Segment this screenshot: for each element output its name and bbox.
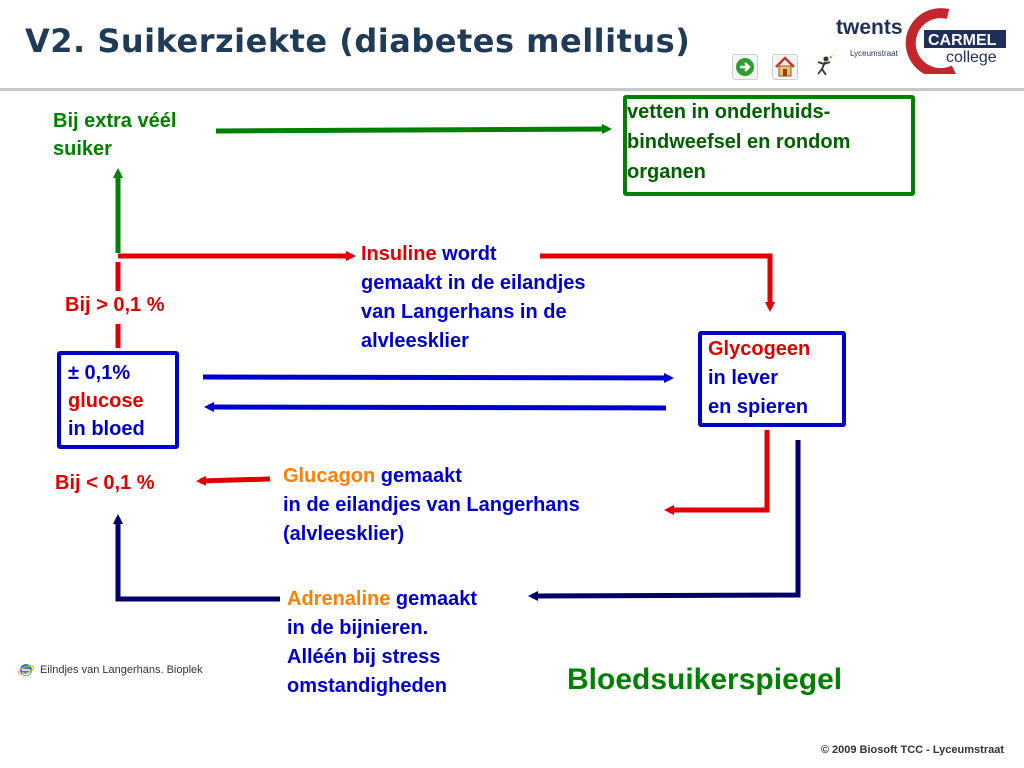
extra-sugar-line1: Bij extra véél [53,110,177,132]
svg-text:CARMEL: CARMEL [928,32,997,49]
glycogen-line3: en spieren [708,396,809,418]
glucagon-word2: gemaakt [375,465,462,487]
fat-line1: vetten in onderhuids- [627,101,831,123]
insulin-word2: wordt [436,243,497,265]
below-threshold-label: Bij < 0,1 % [55,472,155,494]
glucagon-line2: in de eilandjes van Langerhans [283,494,580,516]
external-link-label[interactable]: Eilndjes van Langerhans. Bioplek [40,664,203,676]
adrenaline-word: Adrenaline [287,588,391,610]
insulin-word: Insuline [361,243,437,265]
glucagon-word: Glucagon [283,465,376,487]
insulin-text [361,240,586,356]
insulin-line2: gemaakt in de eilandjes [361,272,586,294]
adrenaline-line4: omstandigheden [287,675,448,697]
glycogen-text [708,335,810,422]
arrow-adrenaline-to-below [118,518,280,599]
glycogen-line1: Glycogeen [708,338,811,360]
blood-glucose-text [68,359,145,443]
adrenaline-line3: Alléén bij stress [287,646,441,668]
copyright-notice: © 2009 Biosoft TCC - Lyceumstraat [820,744,1004,756]
arrow-glycogen-to-glucagon [668,430,767,510]
arrow-glycogen-to-glucose [208,407,666,408]
adrenaline-word2: gemaakt [390,588,478,610]
glucose-line1: ± 0,1% [68,362,131,384]
arrow-glucose-to-glycogen [203,377,670,378]
fat-line2: bindweefsel en rondom [627,131,851,153]
svg-text:twents: twents [836,16,903,39]
fat-storage-text [627,97,850,187]
internet-explorer-icon [18,662,34,678]
glycogen-line2: in lever [708,367,779,389]
adrenaline-text [287,585,477,701]
insulin-line4: alvleesklier [361,330,469,352]
subtitle: Bloedsuikerspiegel [567,663,843,696]
insulin-line3: van Langerhans in de [361,301,567,323]
extra-sugar-label [53,107,176,163]
page-title: V2. Suikerziekte (diabetes mellitus) [25,22,691,60]
above-threshold-label: Bij > 0,1 % [63,291,167,320]
glucose-line3: in bloed [68,418,145,440]
fat-line3: organen [627,161,706,183]
svg-text:college: college [946,49,997,66]
glucagon-line3: (alvleesklier) [283,523,405,545]
adrenaline-line2: in de bijnieren. [287,617,429,639]
svg-text:Lyceumstraat: Lyceumstraat [850,49,898,58]
arrow-extra-sugar-to-fat [216,129,608,131]
glucose-line2: glucose [68,390,144,412]
extra-sugar-line2: suiker [53,138,112,160]
external-link[interactable] [18,662,203,678]
arrow-glucagon-to-below [200,479,270,481]
glucagon-text [283,462,580,549]
